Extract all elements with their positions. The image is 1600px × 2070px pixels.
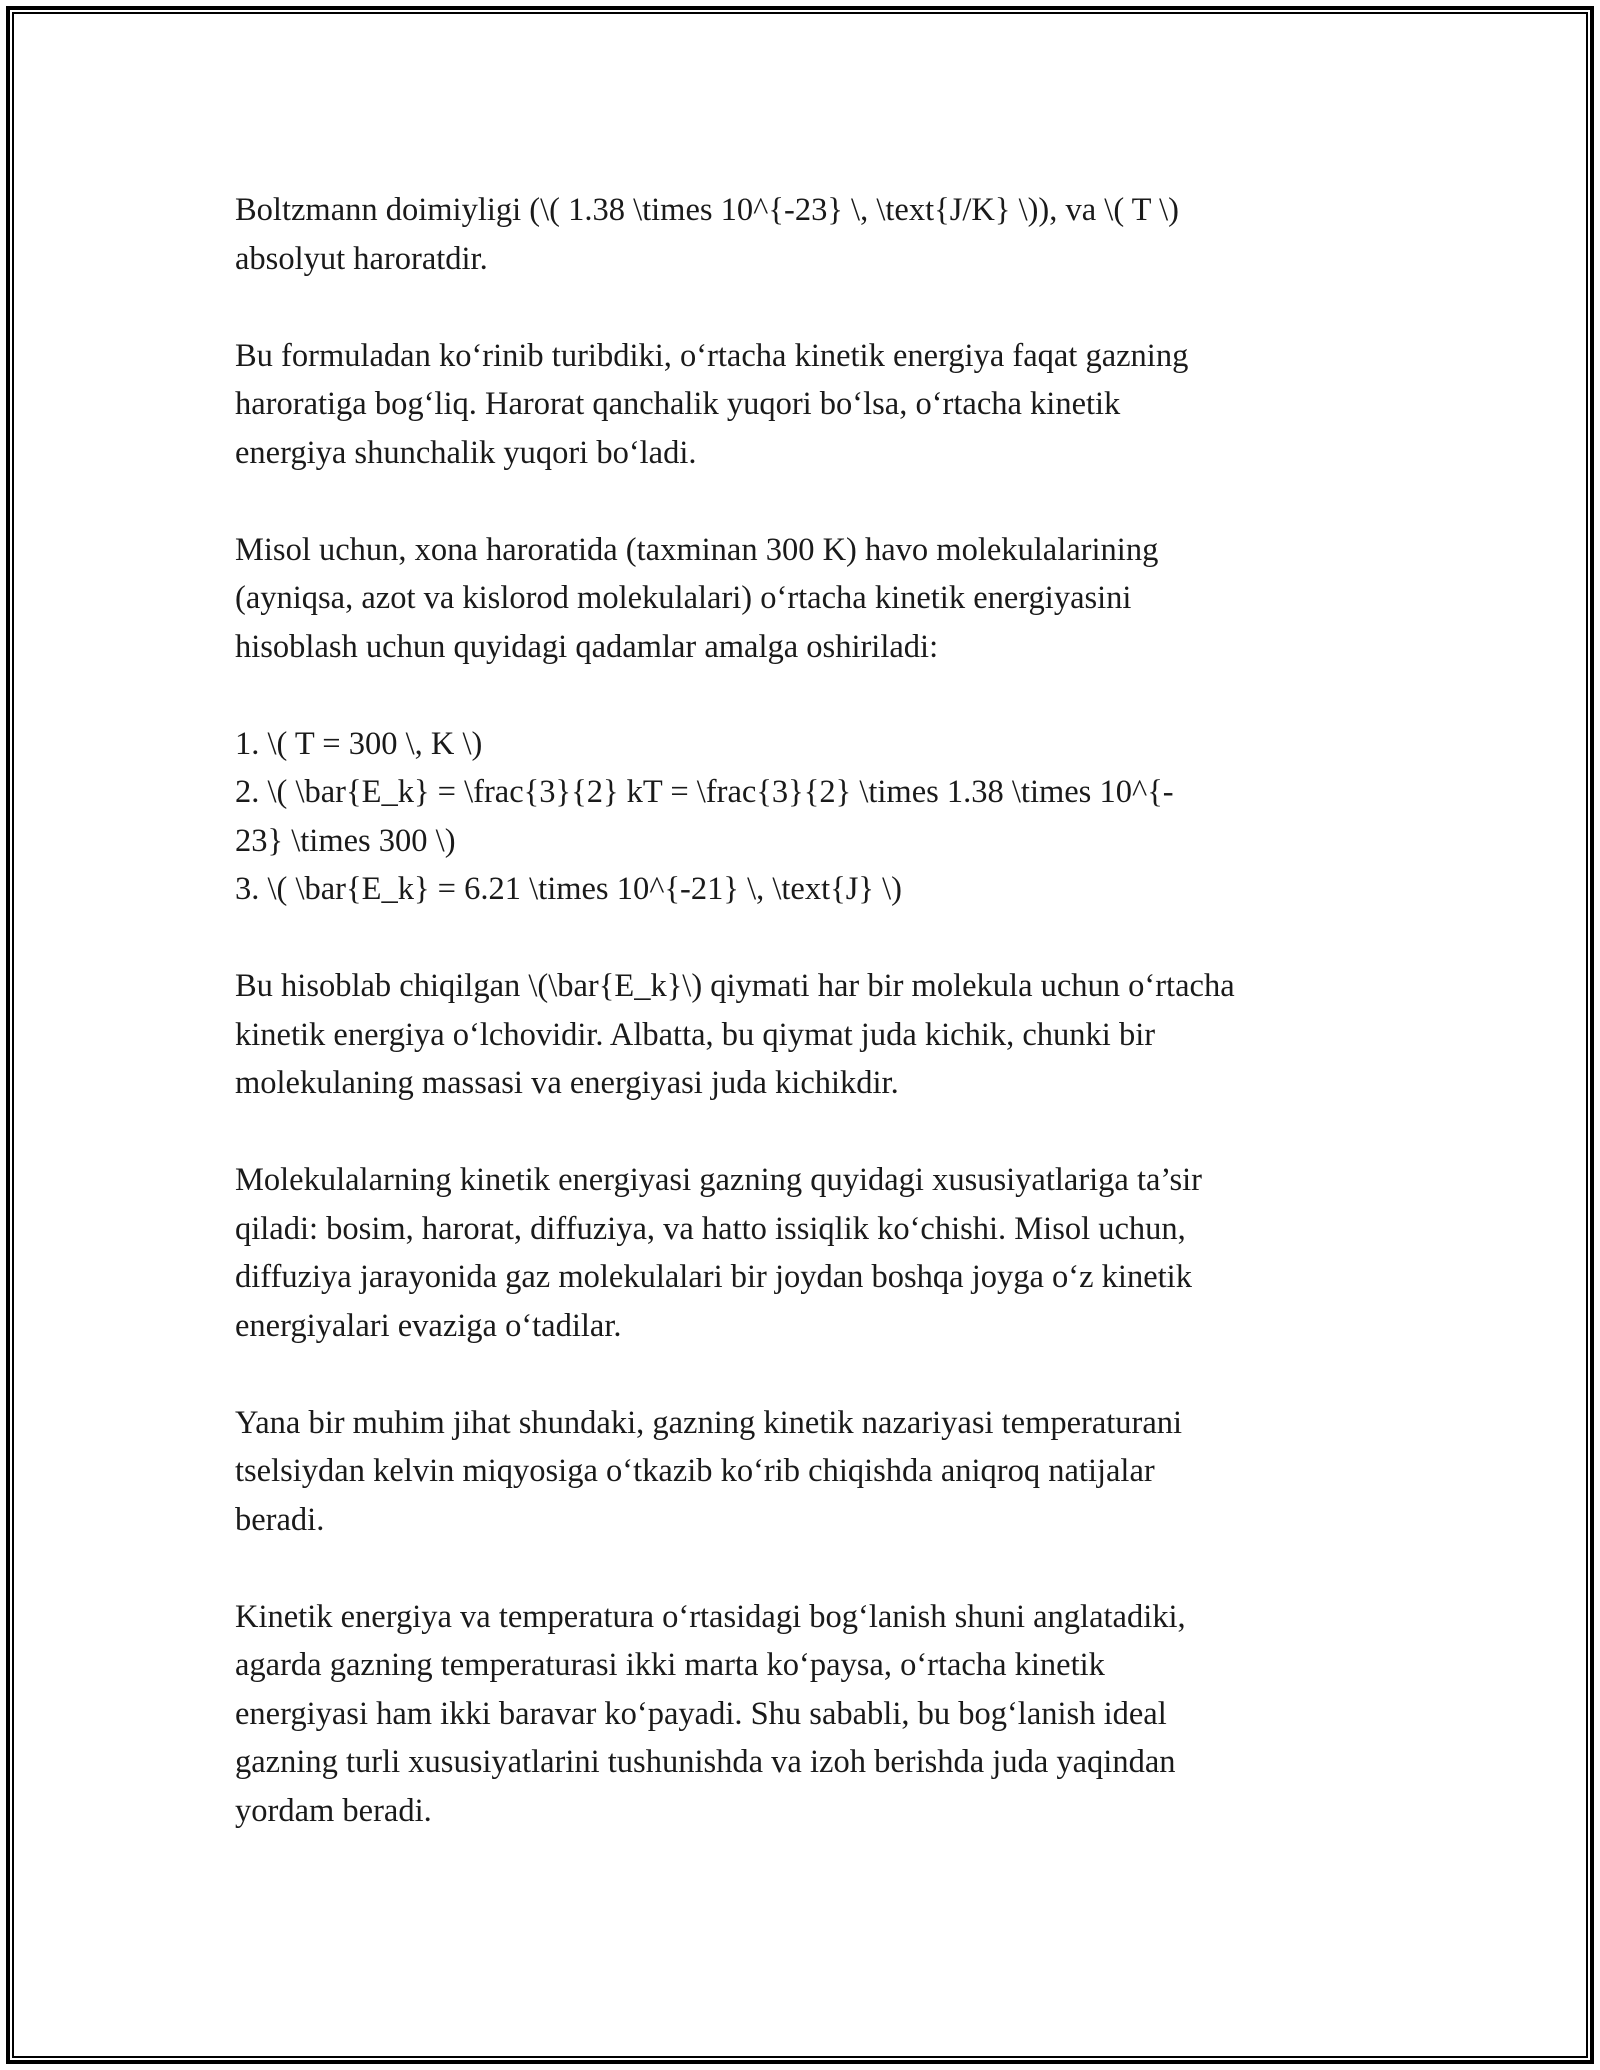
text-line: Yana bir muhim jihat shundaki, gazning kinetik nazariyasi temperaturani [235, 1404, 1183, 1441]
text-line: Bu formuladan koʻrinib turibdiki, oʻrtacha kinetik energiya faqat gazning [235, 337, 1189, 374]
text-line: agarda gazning temperaturasi ikki marta koʻpaysa, oʻrtacha kinetik [235, 1647, 1105, 1683]
text-line: energiyasi ham ikki baravar koʻpayadi. Shu sababli, bu bogʻlanish ideal [235, 1695, 1167, 1732]
text-line: qiladi: bosim, harorat, diffuziya, va hatto issiqlik koʻchishi. Misol uchun, [235, 1210, 1186, 1247]
text-line: Bu hisoblab chiqilgan \(\bar{E_k}\) qiymati har bir molekula uchun oʻrtacha [235, 968, 1235, 1004]
paragraph-calculation-steps [235, 720, 1375, 914]
text-line: molekulaning massasi va energiyasi juda kichikdir. [235, 1065, 899, 1101]
step-line: 2. \( \bar{E_k} = \frac{3}{2} kT = \frac{3}{2} \times 1.38 \times 10^{- [235, 774, 1174, 810]
text-line: Kinetik energiya va temperatura oʻrtasidagi bogʻlanish shuni anglatadiki, [235, 1598, 1186, 1635]
step-line: 3. \( \bar{E_k} = 6.21 \times 10^{-21} \, \text{J} \) [235, 871, 902, 907]
document-body [235, 186, 1375, 1835]
paragraph-gas-properties [235, 1156, 1375, 1350]
text-line: absolyut haroratdir. [235, 240, 488, 277]
paragraph-result-meaning [235, 962, 1375, 1108]
paragraph-formula-meaning [235, 332, 1375, 478]
text-line: hisoblash uchun quyidagi qadamlar amalga oshiriladi: [235, 628, 939, 665]
text-line: diffuziya jarayonida gaz molekulalari bir joydan boshqa joyga oʻz kinetik [235, 1259, 1192, 1295]
text-line: kinetik energiya oʻlchovidir. Albatta, bu qiymat juda kichik, chunki bir [235, 1016, 1156, 1053]
paragraph-kinetic-theory [235, 1399, 1375, 1545]
paragraph-conclusion [235, 1593, 1375, 1836]
text-line: energiyalari evaziga oʻtadilar. [235, 1307, 622, 1344]
text-line: Molekulalarning kinetik energiyasi gazning quyidagi xususiyatlariga ta’sir [235, 1162, 1202, 1198]
text-line: Misol uchun, xona haroratida (taxminan 300 K) havo molekulalarining [235, 531, 1159, 568]
text-line: yordam beradi. [235, 1792, 432, 1829]
step-line: 23} \times 300 \) [235, 822, 456, 859]
paragraph-example-intro [235, 526, 1375, 672]
step-line: 1. \( T = 300 \, K \) [235, 725, 483, 762]
text-line: gazning turli xususiyatlarini tushunishda va izoh berishda juda yaqindan [235, 1744, 1176, 1780]
text-line: Boltzmann doimiyligi (\( 1.38 \times 10^{-23} \, \text{J/K} \)), va \( T \) [235, 192, 1179, 228]
text-line: energiya shunchalik yuqori boʻladi. [235, 434, 697, 471]
text-line: beradi. [235, 1501, 325, 1538]
text-line: tselsiydan kelvin miqyosiga oʻtkazib koʻrib chiqishda aniqroq natijalar [235, 1453, 1155, 1489]
text-line: haroratiga bogʻliq. Harorat qanchalik yuqori boʻlsa, oʻrtacha kinetik [235, 386, 1121, 422]
text-line: (ayniqsa, azot va kislorod molekulalari) oʻrtacha kinetik energiyasini [235, 580, 1132, 616]
paragraph-boltzmann [235, 186, 1375, 283]
